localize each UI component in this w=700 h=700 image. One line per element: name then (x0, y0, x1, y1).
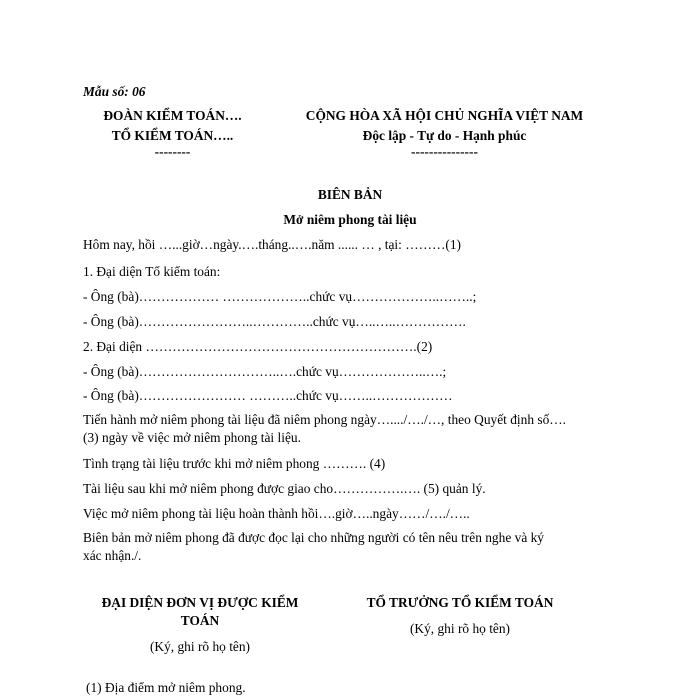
unit-rep-line-2: - Ông (bà)…………………… ………..chức vụ……..……………… (83, 388, 453, 403)
opening-statement-line-1: Tiến hành mở niêm phong tài liệu đã niêm phong ngày…..../…./…, theo Quyết định số…. (83, 412, 567, 427)
date-place-line: Hôm nay, hồi …...giờ…ngày.….tháng..….năm ...... … , tại: ………(1) (83, 237, 462, 252)
confirmation-line-2: xác nhận./. (83, 548, 142, 563)
national-title: CỘNG HÒA XÃ HỘI CHỦ NGHĨA VIỆT NAM (305, 108, 584, 123)
unit-rep-line-1: - Ông (bà)…………………………..….chức vụ………………..….; (83, 364, 447, 379)
document-subtitle: Mở niêm phong tài liệu (283, 212, 417, 227)
audit-group-name: TỔ KIỂM TOÁN….. (111, 128, 234, 143)
opening-statement-line-2: (3) ngày về việc mở niêm phong tài liệu. (83, 430, 301, 445)
unit-rep-heading: 2. Đại diện …………………………………………………….(2) (83, 339, 433, 354)
header-left-divider: -------- (154, 144, 191, 159)
signature-left-title-1: ĐẠI DIỆN ĐƠN VỊ ĐƯỢC KIỂM (101, 595, 299, 610)
audit-rep-line-2: - Ông (bà)……………………..…………..chức vụ…..…..……………. (83, 314, 466, 329)
audit-group-rep-heading: 1. Đại diện Tổ kiểm toán: (83, 264, 221, 279)
footnote: (1) Địa điểm mở niêm phong. (86, 680, 246, 695)
signature-right-note: (Ký, ghi rõ họ tên) (409, 621, 511, 636)
document-status-line: Tình trạng tài liệu trước khi mở niêm phong ………. (4) (83, 456, 386, 471)
confirmation-line-1: Biên bản mở niêm phong đã được đọc lại cho những người có tên nêu trên nghe và ký (83, 530, 544, 545)
audit-team-name: ĐOÀN KIỂM TOÁN…. (103, 108, 242, 123)
completion-line: Việc mở niêm phong tài liệu hoàn thành hồi….giờ…..ngày……/…./….. (83, 506, 470, 521)
header-right-divider: --------------- (411, 144, 478, 159)
signature-left-note: (Ký, ghi rõ họ tên) (149, 639, 251, 654)
form-number: Mẫu số: 06 (83, 84, 146, 99)
handover-line: Tài liệu sau khi mở niêm phong được giao cho…………….…. (5) quản lý. (83, 481, 486, 496)
signature-right-title: TỔ TRƯỞNG TỔ KIỂM TOÁN (366, 595, 554, 610)
signature-left-title-2: TOÁN (180, 613, 220, 628)
national-motto: Độc lập - Tự do - Hạnh phúc (362, 128, 527, 143)
document-title: BIÊN BẢN (317, 187, 383, 202)
audit-rep-line-1: - Ông (bà)……………… ………………..chức vụ………………..……..; (83, 289, 477, 304)
